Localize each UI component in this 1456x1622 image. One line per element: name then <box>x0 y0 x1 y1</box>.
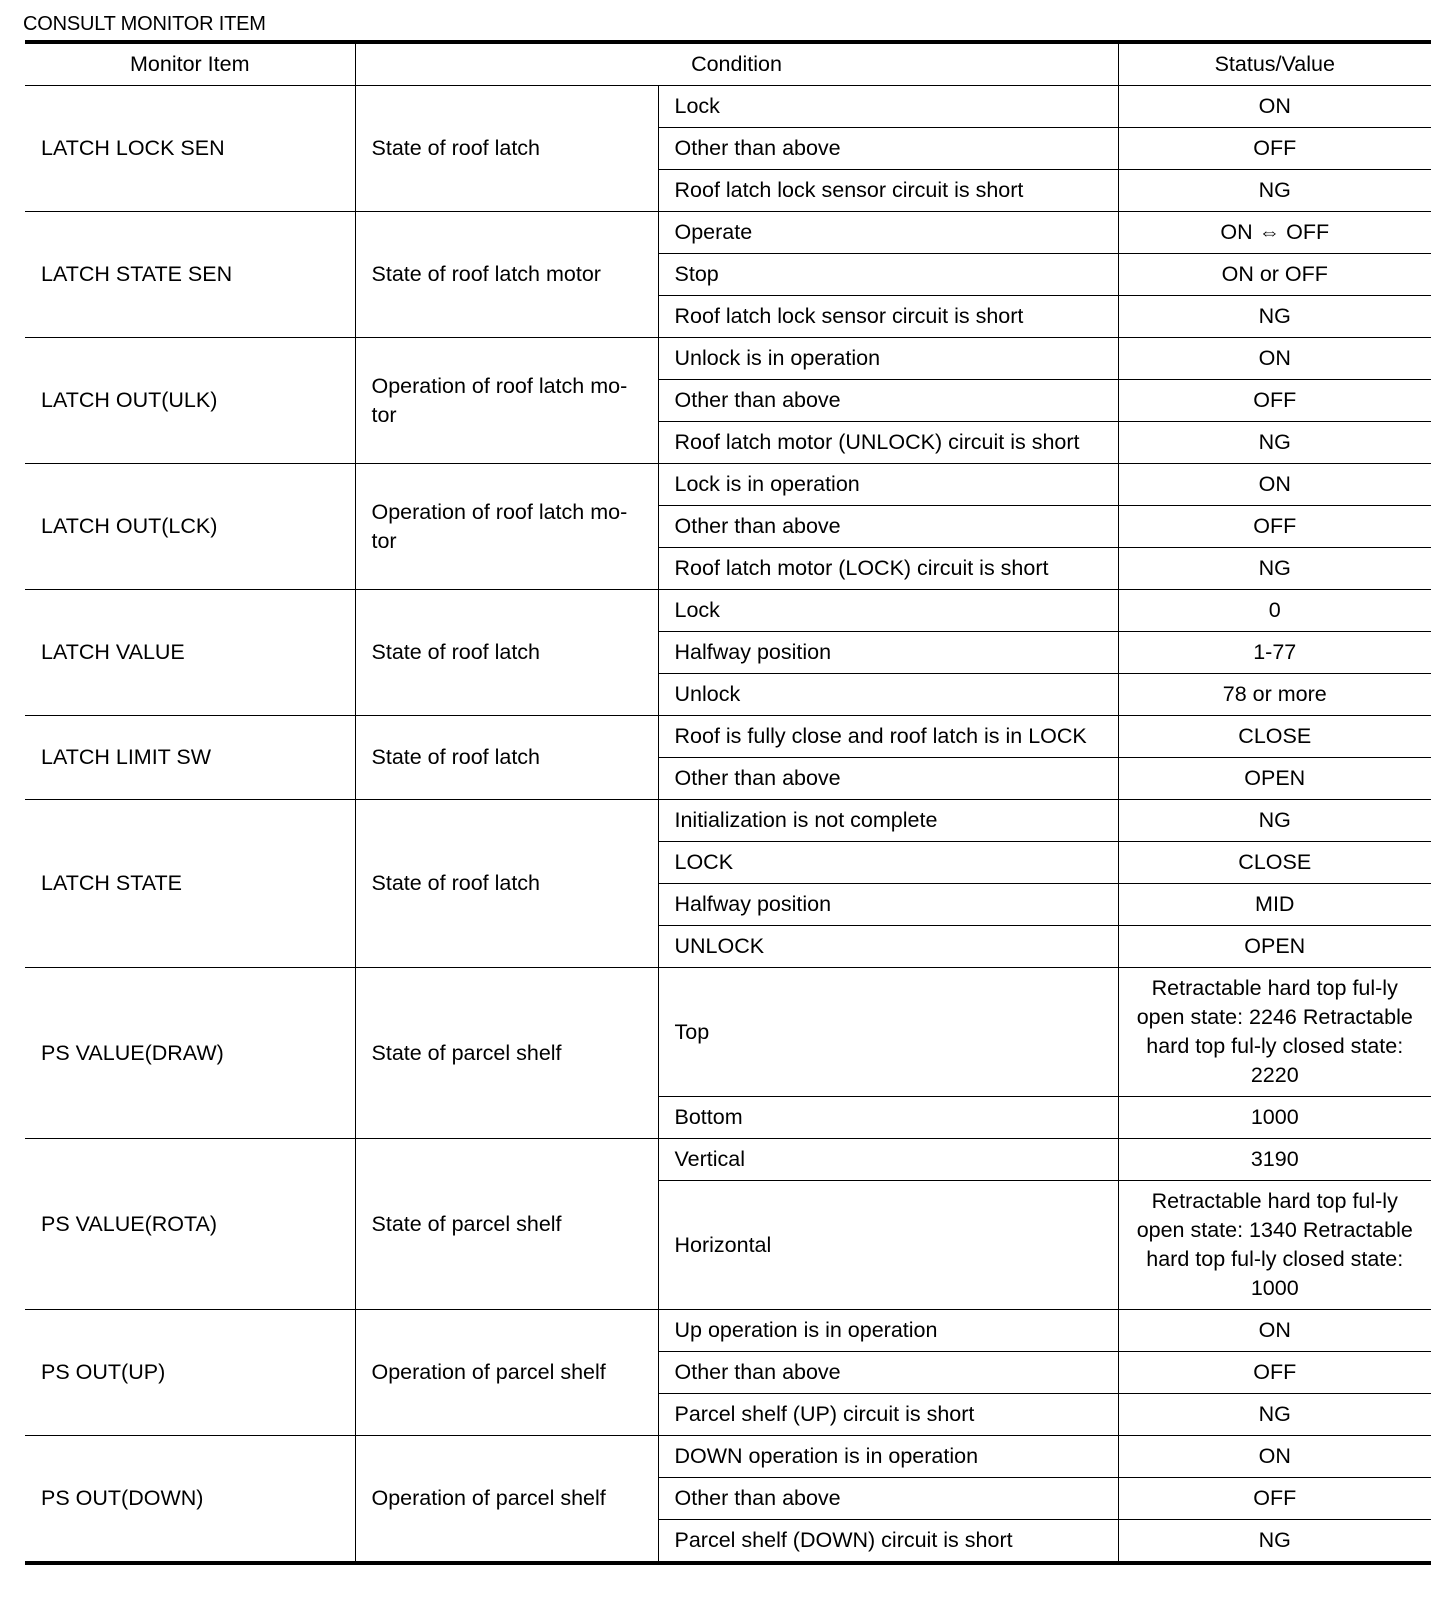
condition-detail-cell: Lock <box>658 590 1118 632</box>
monitor-item-cell: LATCH LIMIT SW <box>25 716 355 800</box>
monitor-item-cell: PS OUT(UP) <box>25 1310 355 1436</box>
status-value-cell: CLOSE <box>1118 716 1431 758</box>
table-caption: CONSULT MONITOR ITEM <box>23 13 266 35</box>
status-value-cell: 0 <box>1118 590 1431 632</box>
condition-category-cell: Operation of roof latch mo-tor <box>355 338 658 464</box>
condition-detail-cell: Lock <box>658 86 1118 128</box>
condition-detail-cell: Roof latch lock sensor circuit is short <box>658 170 1118 212</box>
header-row <box>25 42 1431 86</box>
table-row <box>25 338 1431 380</box>
monitor-item-cell: PS OUT(DOWN) <box>25 1436 355 1564</box>
condition-detail-cell: Other than above <box>658 380 1118 422</box>
condition-detail-cell: Up operation is in operation <box>658 1310 1118 1352</box>
condition-detail-cell: Vertical <box>658 1139 1118 1181</box>
status-value-cell: OPEN <box>1118 758 1431 800</box>
table-body <box>25 86 1431 1564</box>
condition-detail-cell: Halfway position <box>658 884 1118 926</box>
header-monitor-item: Monitor Item <box>25 42 355 86</box>
condition-category-cell: State of roof latch motor <box>355 212 658 338</box>
table-row <box>25 1310 1431 1352</box>
condition-category-cell: State of roof latch <box>355 590 658 716</box>
status-value-cell: MID <box>1118 884 1431 926</box>
condition-detail-cell: Stop <box>658 254 1118 296</box>
monitor-item-cell: LATCH OUT(ULK) <box>25 338 355 464</box>
status-value-cell: OFF <box>1118 1352 1431 1394</box>
monitor-item-cell: LATCH VALUE <box>25 590 355 716</box>
condition-category-cell: State of parcel shelf <box>355 1139 658 1310</box>
condition-detail-cell: Roof is fully close and roof latch is in LOCK <box>658 716 1118 758</box>
status-value-cell: 3190 <box>1118 1139 1431 1181</box>
header-condition: Condition <box>355 42 1118 86</box>
status-value-cell: 78 or more <box>1118 674 1431 716</box>
status-value-cell: ON or OFF <box>1118 254 1431 296</box>
condition-detail-cell: Horizontal <box>658 1181 1118 1310</box>
condition-detail-cell: Roof latch motor (LOCK) circuit is short <box>658 548 1118 590</box>
status-value-cell: OFF <box>1118 506 1431 548</box>
status-value-cell: ON <box>1118 86 1431 128</box>
condition-detail-cell: Top <box>658 968 1118 1097</box>
status-value-cell: ON <box>1118 1310 1431 1352</box>
condition-category-cell: Operation of parcel shelf <box>355 1310 658 1436</box>
table-row <box>25 716 1431 758</box>
table-row <box>25 800 1431 842</box>
condition-detail-cell: Roof latch motor (UNLOCK) circuit is short <box>658 422 1118 464</box>
status-value-cell: 1000 <box>1118 1097 1431 1139</box>
table-row <box>25 1436 1431 1478</box>
condition-category-cell: State of roof latch <box>355 800 658 968</box>
condition-detail-cell: Parcel shelf (DOWN) circuit is short <box>658 1520 1118 1564</box>
header-status-value: Status/Value <box>1118 42 1431 86</box>
status-value-cell: 1-77 <box>1118 632 1431 674</box>
status-value-cell: OFF <box>1118 1478 1431 1520</box>
condition-detail-cell: Other than above <box>658 758 1118 800</box>
condition-detail-cell: Parcel shelf (UP) circuit is short <box>658 1394 1118 1436</box>
condition-category-cell: State of parcel shelf <box>355 968 658 1139</box>
status-value-cell: NG <box>1118 548 1431 590</box>
condition-detail-cell: Other than above <box>658 128 1118 170</box>
monitor-item-cell: LATCH OUT(LCK) <box>25 464 355 590</box>
status-value-cell: NG <box>1118 800 1431 842</box>
table-row <box>25 212 1431 254</box>
condition-detail-cell: Lock is in operation <box>658 464 1118 506</box>
status-value-cell: NG <box>1118 296 1431 338</box>
status-value-cell: NG <box>1118 1520 1431 1564</box>
condition-detail-cell: Bottom <box>658 1097 1118 1139</box>
condition-detail-cell: Initialization is not complete <box>658 800 1118 842</box>
monitor-item-cell: LATCH LOCK SEN <box>25 86 355 212</box>
condition-category-cell: Operation of parcel shelf <box>355 1436 658 1564</box>
status-value-cell: OFF <box>1118 128 1431 170</box>
table-row <box>25 86 1431 128</box>
status-value-cell: OFF <box>1118 380 1431 422</box>
table-row <box>25 590 1431 632</box>
status-value-cell: NG <box>1118 170 1431 212</box>
status-value-cell: ON ⇔ OFF <box>1118 212 1431 254</box>
monitor-item-cell: PS VALUE(DRAW) <box>25 968 355 1139</box>
table-row <box>25 968 1431 1097</box>
condition-detail-cell: Unlock <box>658 674 1118 716</box>
status-value-cell: Retractable hard top ful-ly open state: 1340 Retractable hard top ful-ly closed state: 1000 <box>1118 1181 1431 1310</box>
consult-monitor-table <box>25 40 1431 1565</box>
condition-detail-cell: LOCK <box>658 842 1118 884</box>
condition-detail-cell: Operate <box>658 212 1118 254</box>
condition-detail-cell: Halfway position <box>658 632 1118 674</box>
status-value-cell: CLOSE <box>1118 842 1431 884</box>
condition-detail-cell: UNLOCK <box>658 926 1118 968</box>
condition-detail-cell: Unlock is in operation <box>658 338 1118 380</box>
condition-category-cell: Operation of roof latch mo-tor <box>355 464 658 590</box>
monitor-item-cell: LATCH STATE SEN <box>25 212 355 338</box>
status-value-cell: ON <box>1118 464 1431 506</box>
table-row <box>25 464 1431 506</box>
condition-detail-cell: Roof latch lock sensor circuit is short <box>658 296 1118 338</box>
condition-detail-cell: Other than above <box>658 1478 1118 1520</box>
table-row <box>25 1139 1431 1181</box>
condition-category-cell: State of roof latch <box>355 86 658 212</box>
condition-category-cell: State of roof latch <box>355 716 658 800</box>
status-value-cell: ON <box>1118 1436 1431 1478</box>
status-value-cell: OPEN <box>1118 926 1431 968</box>
monitor-item-cell: LATCH STATE <box>25 800 355 968</box>
status-value-cell: NG <box>1118 1394 1431 1436</box>
status-value-cell: Retractable hard top ful-ly open state: 2246 Retractable hard top ful-ly closed state: 2220 <box>1118 968 1431 1097</box>
status-value-cell: NG <box>1118 422 1431 464</box>
condition-detail-cell: Other than above <box>658 506 1118 548</box>
condition-detail-cell: DOWN operation is in operation <box>658 1436 1118 1478</box>
monitor-item-cell: PS VALUE(ROTA) <box>25 1139 355 1310</box>
condition-detail-cell: Other than above <box>658 1352 1118 1394</box>
status-value-cell: ON <box>1118 338 1431 380</box>
